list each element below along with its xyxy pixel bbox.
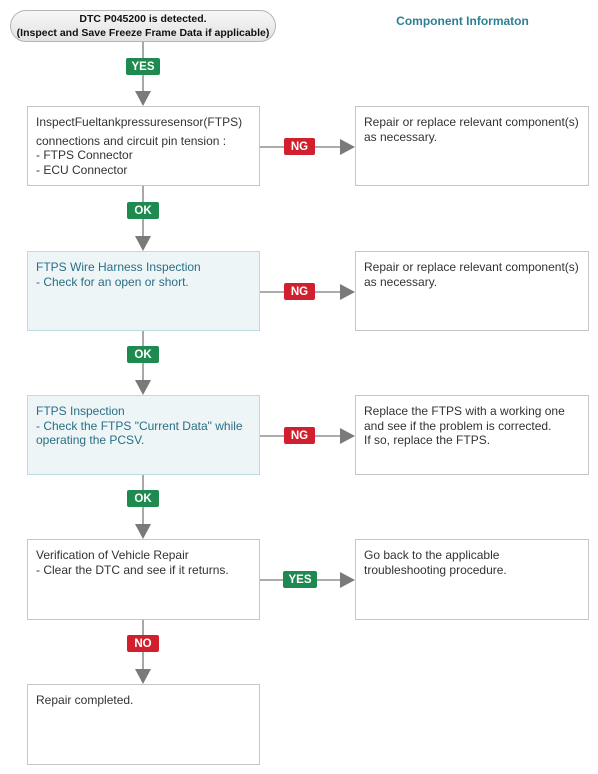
- step-text-line: connections and circuit pin tension :: [36, 133, 227, 148]
- ng-badge: NG: [284, 138, 315, 155]
- step-text-line: Verification of Vehicle Repair: [36, 548, 189, 562]
- result-box-replace-ftps: [355, 395, 589, 475]
- yes-badge-start: YES: [126, 58, 160, 75]
- arrow-down-icon: [135, 380, 151, 395]
- step-text-line: - ECU Connector: [36, 162, 128, 177]
- ng-badge: NG: [284, 283, 315, 300]
- result-text-line: Repair or replace relevant component(s): [364, 260, 579, 274]
- result-box-repair: [355, 106, 589, 186]
- arrow-right-icon: [340, 284, 355, 300]
- arrow-down-icon: [135, 236, 151, 251]
- result-text-line: Go back to the applicable: [364, 548, 500, 562]
- result-box-go-back: [355, 539, 589, 620]
- arrow-down-icon: [135, 669, 151, 684]
- step-box-verification: [27, 539, 260, 620]
- step-box-connection-inspection: [27, 106, 260, 186]
- result-text-line: If so, replace the FTPS.: [364, 433, 491, 447]
- ng-badge: NG: [284, 427, 315, 444]
- start-line-2: (Inspect and Save Freeze Frame Data if applicable): [16, 27, 270, 39]
- step-text-line: - Check for an open or short.: [36, 274, 189, 289]
- result-text-line: troubleshooting procedure.: [364, 562, 507, 577]
- final-box-repair-completed: [27, 684, 260, 765]
- step-text-line: - Check the FTPS "Current Data" while: [36, 418, 243, 433]
- ok-badge: OK: [127, 490, 159, 507]
- result-text-line: as necessary.: [364, 129, 438, 144]
- result-text-line: Replace the FTPS with a working one: [364, 404, 565, 418]
- arrow-right-icon: [340, 139, 355, 155]
- result-box-repair: [355, 251, 589, 331]
- arrow-right-icon: [340, 572, 355, 588]
- start-line-1: DTC P045200 is detected.: [79, 13, 207, 25]
- ok-badge: OK: [127, 202, 159, 219]
- result-text-line: and see if the problem is corrected.: [364, 418, 552, 433]
- step-box-ftps-inspection: [27, 395, 260, 475]
- no-badge: NO: [127, 635, 159, 652]
- result-text-line: Repair or replace relevant component(s): [364, 115, 579, 129]
- step-text-line: - Clear the DTC and see if it returns.: [36, 562, 229, 577]
- step-box-wire-harness: [27, 251, 260, 331]
- final-text: Repair completed.: [36, 693, 134, 707]
- step-text-line: InspectFueltankpressuresensor(FTPS): [36, 115, 243, 129]
- arrow-down-icon: [135, 524, 151, 539]
- step-text-line: FTPS Wire Harness Inspection: [36, 260, 201, 274]
- yes-badge: YES: [283, 571, 317, 588]
- step-text-line: - FTPS Connector: [36, 148, 133, 162]
- start-terminal: [10, 10, 276, 42]
- arrow-down-icon: [135, 91, 151, 106]
- step-text-line: FTPS Inspection: [36, 404, 125, 418]
- ok-badge: OK: [127, 346, 159, 363]
- arrow-right-icon: [340, 428, 355, 444]
- step-text-line: operating the PCSV.: [36, 433, 145, 447]
- result-text-line: as necessary.: [364, 274, 438, 289]
- component-info-header: Component Informaton: [396, 14, 529, 28]
